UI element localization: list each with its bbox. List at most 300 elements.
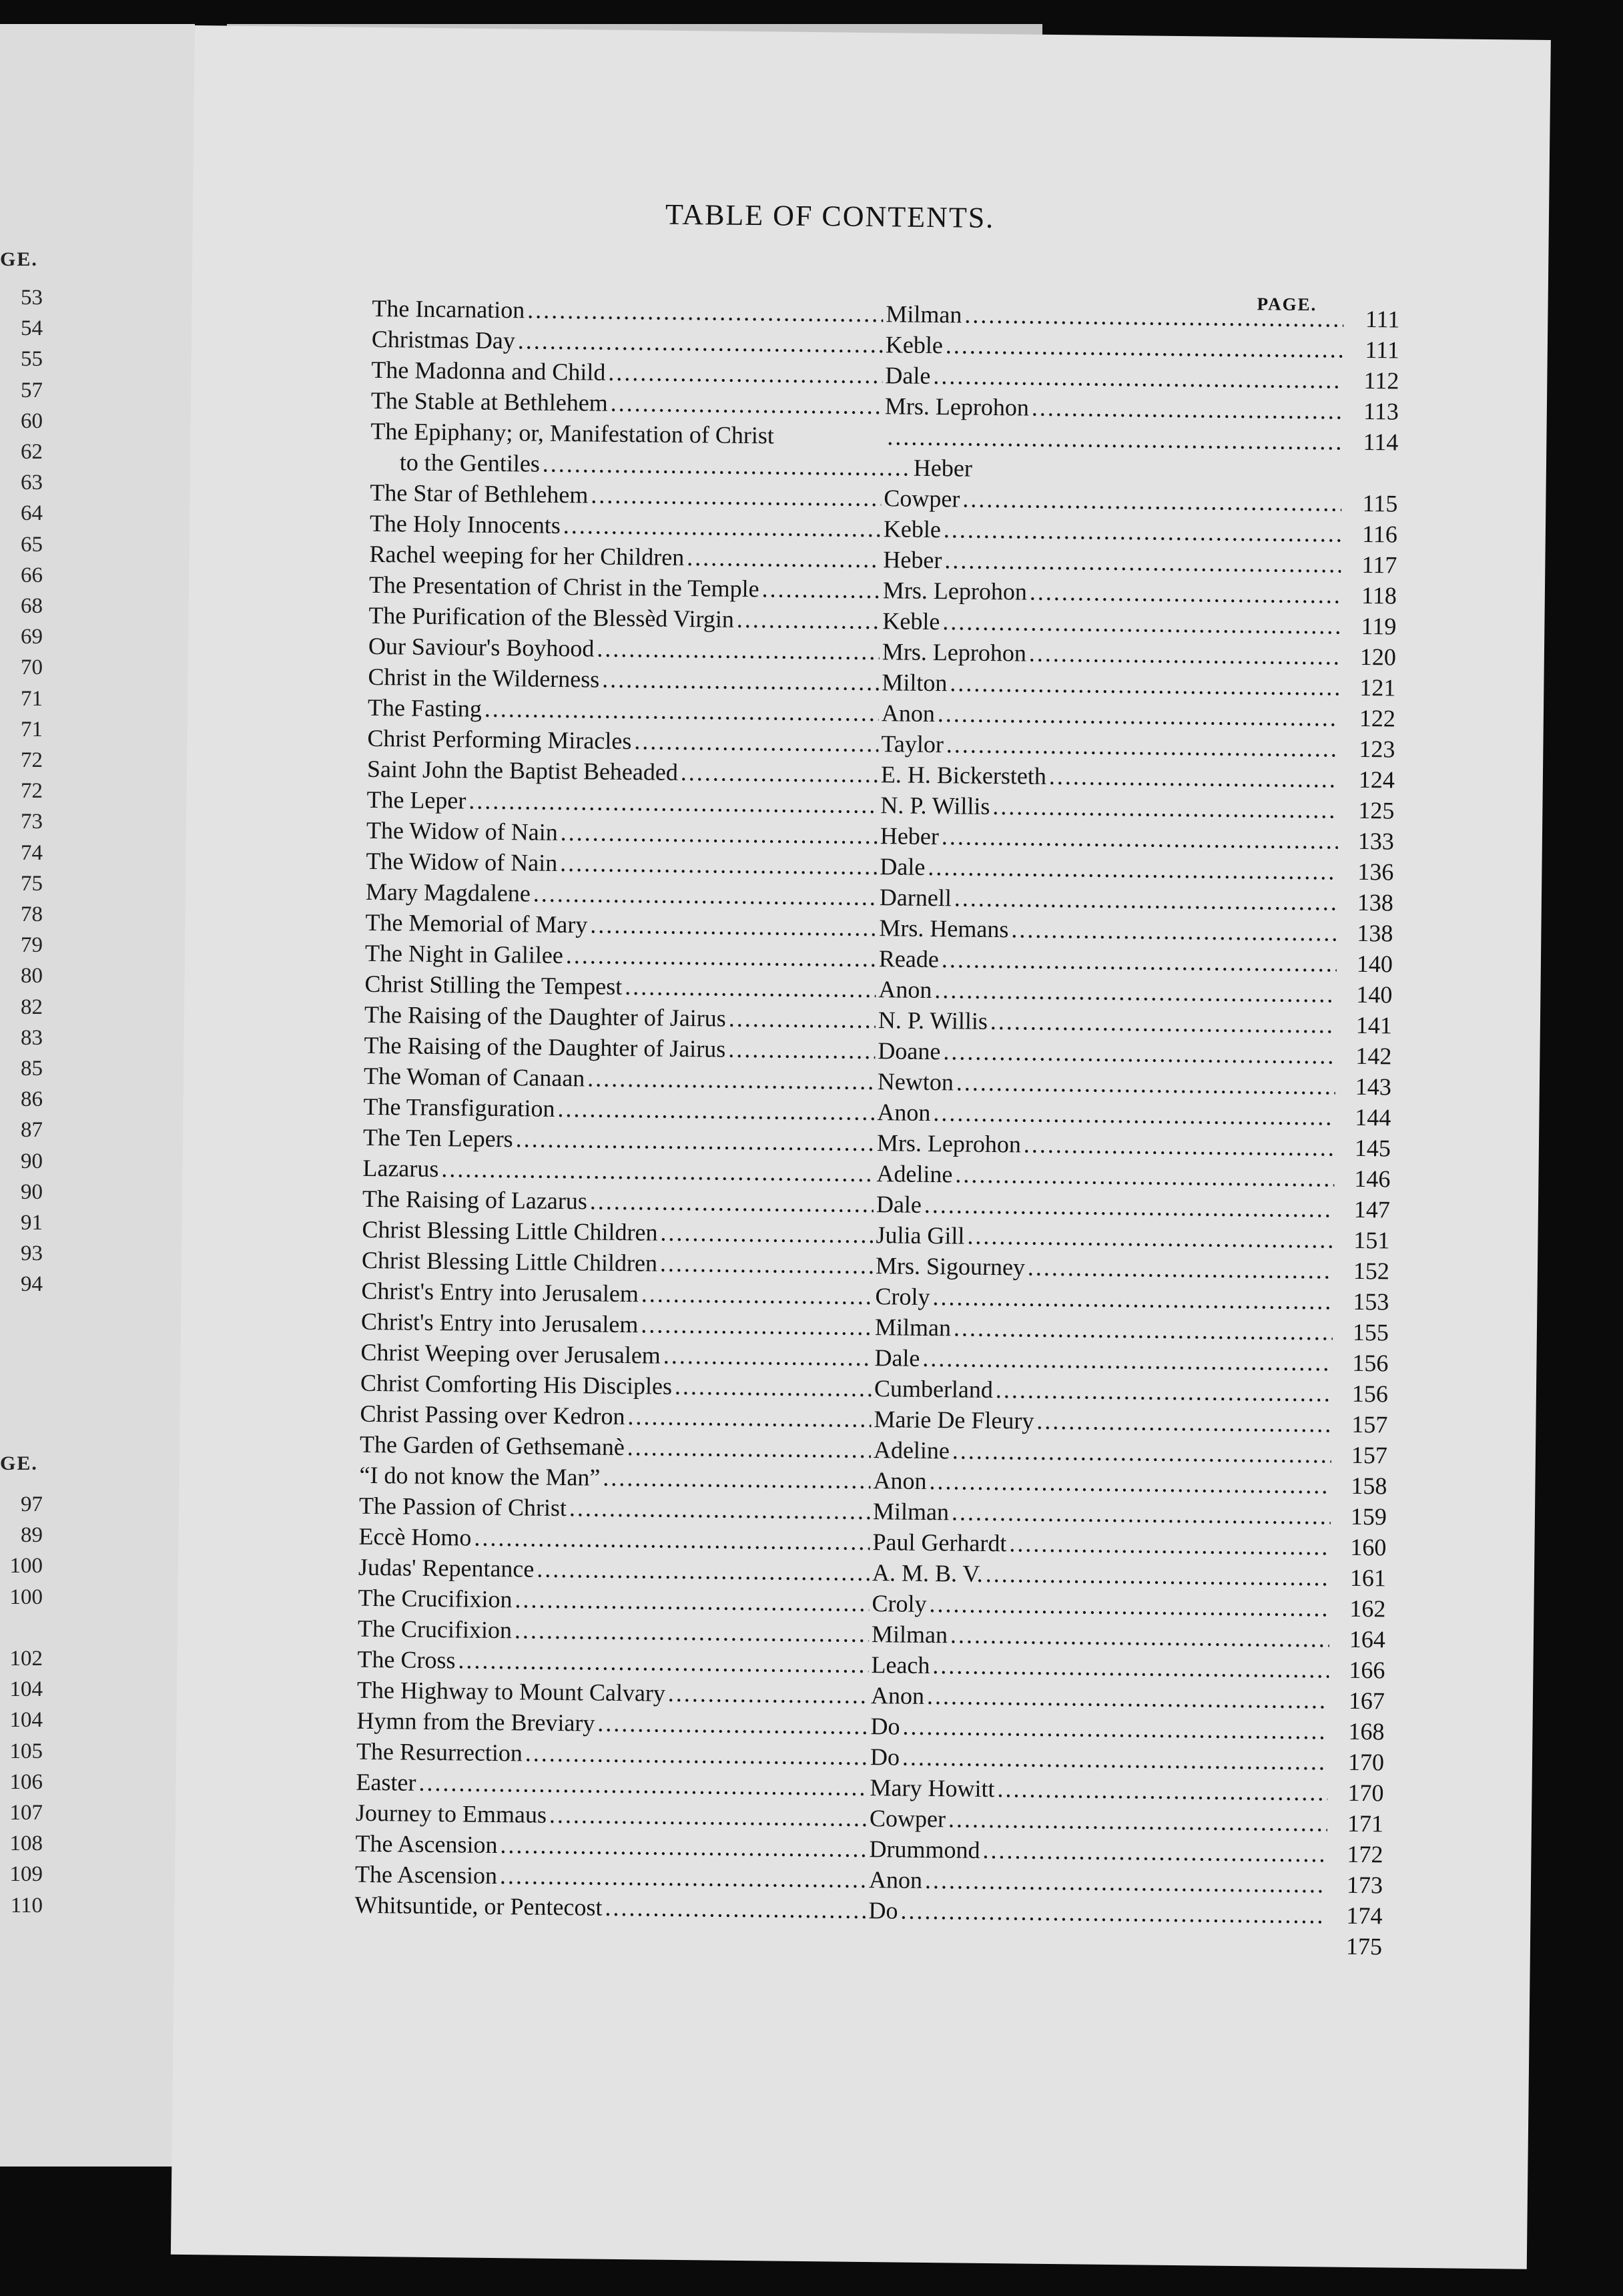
dot-leader — [944, 545, 1341, 579]
dot-leader — [952, 1496, 1331, 1531]
left-page-header-1: GE. — [0, 248, 38, 270]
left-page-number: 55 — [21, 347, 43, 372]
toc-entry-page: 144 — [1355, 1103, 1391, 1131]
toc-author-cell — [882, 636, 1343, 671]
toc-title-cell — [371, 385, 885, 421]
dot-leader — [543, 449, 912, 483]
toc-entry-title: “I do not know the Man” — [359, 1461, 601, 1491]
toc-author-cell — [882, 697, 1342, 733]
toc-entry-title: Hymn from the Breviary — [356, 1707, 595, 1737]
toc-entry-title: The Garden of Gethsemanè — [359, 1430, 625, 1461]
left-page-number: 104 — [9, 1677, 43, 1702]
toc-entry-page: 170 — [1347, 1779, 1384, 1807]
dot-leader — [938, 698, 1339, 734]
toc-title-cell — [360, 1368, 874, 1404]
toc-entry-page: 119 — [1361, 612, 1397, 640]
toc-entry-author: Dale — [874, 1344, 920, 1372]
toc-author-cell — [870, 1803, 1330, 1838]
left-page-number: 83 — [21, 1025, 43, 1050]
toc-author-cell — [874, 1434, 1334, 1470]
toc-title-cell — [368, 600, 882, 636]
toc-entry-page: 124 — [1358, 766, 1395, 794]
toc-entry-author: Keble — [883, 515, 942, 543]
toc-title-cell — [358, 1552, 872, 1588]
toc-entry-page: 138 — [1357, 919, 1393, 947]
toc-entry-author: Keble — [885, 331, 944, 359]
dot-leader — [537, 1554, 870, 1588]
page-column-label: PAGE. — [1257, 294, 1317, 315]
dot-leader — [943, 1036, 1335, 1071]
toc-entry-author: Croly — [875, 1283, 930, 1311]
toc-author-cell — [885, 390, 1345, 426]
dot-leader — [563, 510, 882, 544]
toc-author-cell — [880, 820, 1341, 856]
toc-entry-title: The Fasting — [367, 693, 482, 722]
dot-leader — [967, 1221, 1333, 1255]
toc-entry-page: 125 — [1358, 796, 1395, 824]
toc-author-cell — [875, 1312, 1335, 1347]
toc-author-cell — [877, 1127, 1337, 1163]
left-page-number: 72 — [21, 748, 43, 772]
toc-entry-author: Milton — [882, 669, 948, 697]
toc-title-cell — [356, 1705, 870, 1741]
dot-leader — [549, 1799, 868, 1833]
left-page-number: 100 — [9, 1554, 43, 1579]
toc-title-cell — [372, 324, 886, 360]
dot-leader — [668, 1678, 869, 1711]
dot-leader — [925, 1865, 1327, 1900]
toc-title-cell — [364, 1030, 878, 1066]
toc-author-cell — [881, 728, 1341, 764]
toc-entry-page: 174 — [1346, 1902, 1383, 1930]
dot-leader — [500, 1829, 866, 1864]
toc-entry-author: Mary Howitt — [870, 1774, 995, 1803]
toc-entry-page: 138 — [1357, 888, 1394, 916]
dot-leader — [681, 757, 879, 790]
dot-leader — [663, 1340, 872, 1373]
dot-leader — [608, 357, 883, 390]
toc-title-cell — [362, 1245, 876, 1281]
dot-leader — [990, 1006, 1337, 1041]
toc-title-cell — [354, 1890, 868, 1926]
toc-entry-page: 113 — [1363, 397, 1399, 425]
dot-leader — [982, 1835, 1327, 1870]
toc-entry-title: Christ Comforting His Disciples — [360, 1369, 673, 1400]
toc-entry-title: Christ's Entry into Jerusalem — [360, 1308, 639, 1338]
dot-leader — [964, 300, 1343, 334]
toc-author-cell — [872, 1526, 1333, 1562]
dot-leader — [1030, 577, 1341, 611]
dot-leader — [942, 944, 1337, 978]
toc-entry-title: The Cross — [357, 1645, 456, 1674]
toc-entry-title: Christ Stilling the Tempest — [364, 970, 623, 1000]
toc-entry-author: Adeline — [876, 1160, 953, 1188]
toc-entry-title: Christ Blessing Little Children — [361, 1246, 658, 1277]
dot-leader — [946, 330, 1343, 364]
dot-leader — [627, 1432, 872, 1465]
dot-leader — [992, 791, 1339, 826]
dot-leader — [1028, 1252, 1333, 1286]
toc-title-cell — [366, 784, 880, 820]
dot-leader — [902, 1711, 1328, 1747]
left-page-number: 71 — [21, 686, 43, 711]
toc-title-cell — [355, 1828, 869, 1864]
left-page-number: 110 — [10, 1893, 43, 1918]
toc-entry-page: 121 — [1359, 673, 1396, 701]
left-page-number: 53 — [21, 286, 43, 310]
toc-entry-author: Anon — [878, 976, 932, 1004]
toc-author-cell — [874, 1404, 1334, 1439]
left-page-number: 63 — [21, 471, 43, 495]
toc-entry-title: The Leper — [366, 786, 466, 814]
toc-author-cell — [869, 1833, 1329, 1869]
toc-entry-page: 157 — [1351, 1441, 1388, 1469]
dot-leader — [924, 1189, 1334, 1225]
toc-title-cell — [370, 416, 884, 452]
toc-title-cell — [358, 1613, 872, 1649]
toc-entry-title: Christmas Day — [371, 325, 516, 354]
dot-leader — [515, 1584, 870, 1619]
left-page-number: 109 — [9, 1862, 43, 1887]
left-page-number: 62 — [21, 440, 43, 464]
toc-author-cell — [879, 912, 1339, 948]
left-page-number: 64 — [21, 501, 43, 526]
left-page-number: 90 — [21, 1179, 43, 1204]
left-page-number: 104 — [9, 1708, 43, 1733]
toc-entry-title: Christ Blessing Little Children — [362, 1215, 658, 1246]
dot-leader — [533, 878, 878, 913]
toc-entry-author: Mrs. Leprohon — [876, 1129, 1022, 1158]
toc-entry-title: The Passion of Christ — [358, 1492, 567, 1522]
toc-entry-author: Do — [870, 1743, 900, 1771]
toc-author-cell — [871, 1649, 1331, 1685]
dot-leader — [887, 421, 1342, 457]
dot-leader — [569, 1492, 870, 1526]
toc-entry-page: 116 — [1361, 520, 1398, 548]
dot-leader — [634, 726, 879, 759]
dot-leader — [962, 483, 1341, 518]
toc-entry-title: The Stable at Bethlehem — [370, 386, 609, 416]
left-page-number: 106 — [9, 1769, 43, 1794]
toc-title-cell — [364, 999, 878, 1035]
left-page-number: 78 — [21, 902, 43, 926]
toc-title-cell — [356, 1797, 870, 1833]
toc-entry-author: Paul Gerhardt — [872, 1528, 1007, 1557]
toc-author-cell — [878, 1035, 1338, 1071]
toc-entry-page: 153 — [1353, 1287, 1389, 1316]
toc-entry-author: Anon — [873, 1467, 927, 1494]
toc-entry-title: The Epiphany; or, Manifestation of Christ — [370, 417, 775, 449]
left-page-number: 105 — [9, 1739, 43, 1763]
toc-entry-page: 115 — [1362, 489, 1398, 517]
toc-title-cell — [369, 569, 883, 605]
dot-leader — [611, 388, 883, 421]
toc-entry-title: The Star of Bethlehem — [370, 479, 589, 509]
toc-title-cell — [360, 1429, 874, 1465]
toc-title-cell — [363, 1091, 877, 1127]
toc-title-cell — [361, 1275, 875, 1312]
toc-entry-page: 159 — [1350, 1502, 1387, 1530]
toc-title-cell — [356, 1767, 870, 1803]
toc-entry-page: 164 — [1349, 1625, 1386, 1653]
toc-author-cell — [880, 790, 1341, 825]
toc-entry-author: Mrs. Sigourney — [875, 1252, 1026, 1281]
dot-leader — [929, 1466, 1331, 1501]
toc-author-cell — [878, 1005, 1339, 1040]
toc-title-cell — [357, 1644, 871, 1680]
toc-author-cell — [873, 1496, 1333, 1531]
toc-entry-author: Do — [870, 1713, 900, 1740]
dot-leader — [625, 971, 876, 1005]
toc-entry-page: 123 — [1359, 735, 1395, 763]
toc-author-cell — [886, 329, 1346, 364]
left-page-number: 100 — [9, 1585, 43, 1609]
toc-entry-page: 158 — [1351, 1472, 1387, 1500]
left-page-number: 70 — [21, 655, 43, 680]
toc-author-cell — [877, 1097, 1337, 1132]
dot-leader — [942, 606, 1340, 641]
dot-leader — [603, 1462, 871, 1496]
toc-author-cell — [884, 421, 1345, 457]
toc-entry-author: Dale — [880, 853, 926, 880]
toc-entry-title: The Holy Innocents — [369, 509, 561, 539]
toc-title-cell — [365, 938, 879, 974]
dot-leader — [1032, 392, 1343, 426]
left-page-number: 93 — [21, 1241, 43, 1266]
toc-entry-page: 141 — [1355, 1011, 1393, 1039]
toc-entry-title: The Raising of the Daughter of Jairus — [364, 1000, 727, 1032]
left-page-number: 69 — [21, 625, 43, 649]
toc-entry-author: Heber — [880, 822, 940, 850]
dot-leader — [728, 1034, 876, 1066]
left-page-number: 68 — [21, 594, 43, 618]
toc-entry-title: The Widow of Nain — [366, 847, 558, 876]
toc-entry-author: Anon — [870, 1682, 925, 1709]
toc-entry-author: Mrs. Hemans — [879, 914, 1009, 943]
toc-title-cell — [357, 1675, 871, 1711]
left-page-number: 87 — [21, 1118, 43, 1143]
toc-entry-title: Easter — [356, 1768, 416, 1796]
left-page-number: 74 — [21, 840, 43, 865]
dot-leader — [932, 1281, 1333, 1316]
dot-leader — [484, 693, 879, 728]
dot-leader — [761, 573, 880, 605]
toc-title-cell — [366, 846, 880, 882]
left-page-number: 71 — [21, 717, 43, 742]
left-page-number: 65 — [21, 532, 43, 557]
toc-entry-page: 143 — [1355, 1073, 1392, 1101]
dot-leader — [566, 940, 877, 974]
toc-entry-author: Milman — [886, 300, 962, 328]
page-title: TABLE OF CONTENTS. — [665, 198, 995, 234]
toc-entry-author: Croly — [872, 1590, 927, 1618]
toc-author-cell — [872, 1619, 1332, 1654]
toc-author-cell — [879, 943, 1339, 978]
toc-entry-title: The Transfiguration — [363, 1093, 555, 1122]
toc-entry-page: 147 — [1353, 1195, 1391, 1223]
toc-entry-page: 122 — [1359, 704, 1396, 732]
toc-entry-title: Eccè Homo — [358, 1522, 472, 1551]
toc-title-cell — [370, 508, 884, 544]
toc-title-cell — [361, 1306, 875, 1342]
dot-leader — [641, 1278, 873, 1312]
toc-author-cell — [872, 1557, 1333, 1593]
toc-title-cell — [366, 815, 880, 851]
toc-title-cell — [360, 1398, 874, 1434]
dot-leader — [458, 1645, 868, 1680]
left-page-number: 102 — [9, 1647, 43, 1671]
toc-entry-author: Doane — [878, 1037, 941, 1065]
toc-entry-page: 160 — [1350, 1533, 1387, 1561]
toc-entry-page: 118 — [1361, 581, 1397, 609]
toc-entry-page: 112 — [1363, 366, 1399, 394]
toc-entry-title: The Purification of the Blessèd Virgin — [368, 601, 735, 633]
toc-entry-page: 133 — [1357, 827, 1395, 855]
toc-entry-title: The Raising of the Daughter of Jairus — [364, 1031, 726, 1063]
left-page-number: 82 — [21, 994, 43, 1019]
toc-entry-title: The Night in Galilee — [364, 939, 564, 969]
toc-title-cell — [365, 907, 879, 943]
toc-title-cell — [367, 723, 881, 759]
toc-entry-author: Dale — [885, 362, 931, 389]
dot-leader — [660, 1217, 873, 1250]
toc-author-cell — [880, 882, 1340, 917]
toc-author-cell — [870, 1772, 1330, 1807]
toc-entry-page: 156 — [1352, 1349, 1389, 1377]
toc-author-cell — [882, 667, 1342, 702]
dot-leader — [1029, 638, 1341, 672]
toc-author-cell — [882, 605, 1343, 641]
dot-leader — [591, 479, 882, 513]
toc-entry-title: The Crucifixion — [358, 1584, 513, 1613]
toc-entry-author: Milman — [871, 1621, 948, 1649]
left-page-number: 80 — [21, 964, 43, 988]
dot-leader — [928, 852, 1337, 887]
toc-title-cell — [362, 1183, 876, 1219]
toc-entry-author: Milman — [872, 1498, 950, 1526]
dot-leader — [675, 1371, 872, 1404]
toc-title-cell — [358, 1521, 872, 1557]
toc-entry-author: N. P. Willis — [880, 792, 990, 820]
toc-author-cell — [876, 1250, 1336, 1285]
toc-entry-author: Leach — [871, 1651, 930, 1679]
dot-leader — [561, 817, 878, 851]
left-page-number: 54 — [21, 316, 43, 341]
toc-entry-title: The Ten Lepers — [362, 1123, 513, 1153]
toc-entry-author: Darnell — [879, 884, 952, 912]
dot-leader — [515, 1615, 870, 1649]
dot-leader — [956, 1067, 1335, 1101]
left-page-fragment — [0, 24, 195, 2167]
dot-leader — [902, 1742, 1328, 1777]
toc-entry-title: The Memorial of Mary — [365, 908, 588, 938]
toc-entry-title: Journey to Emmaus — [355, 1799, 547, 1828]
toc-entry-author: Dale — [876, 1191, 922, 1218]
toc-author-cell — [883, 575, 1343, 610]
toc-entry-page: 166 — [1349, 1656, 1385, 1684]
left-page-number: 94 — [21, 1272, 43, 1297]
toc-entry-author: Cowper — [884, 485, 960, 513]
toc-title-cell — [359, 1460, 873, 1496]
toc-entry-author: Marie De Fleury — [874, 1406, 1034, 1434]
dot-leader — [932, 1650, 1329, 1685]
toc-list — [354, 293, 1400, 1962]
toc-page — [171, 25, 1551, 2269]
toc-entry-author: Mrs. Leprohon — [882, 638, 1027, 667]
dot-leader — [900, 1896, 1326, 1931]
toc-author-cell — [878, 974, 1339, 1009]
toc-entry-title: The Raising of Lazarus — [362, 1185, 588, 1215]
dot-leader — [597, 633, 880, 667]
toc-author-cell — [884, 483, 1344, 518]
left-page-number: 108 — [9, 1831, 43, 1856]
dot-leader — [948, 1803, 1327, 1838]
toc-entry-page: 161 — [1349, 1564, 1387, 1592]
toc-entry-page: 172 — [1347, 1840, 1383, 1868]
dot-leader — [934, 974, 1336, 1010]
toc-entry-page: 140 — [1356, 980, 1393, 1009]
toc-title-cell — [366, 876, 880, 912]
toc-author-cell — [914, 453, 1345, 488]
toc-entry-page: 155 — [1352, 1318, 1389, 1346]
dot-leader — [590, 1186, 874, 1220]
toc-title-cell — [358, 1583, 872, 1619]
toc-entry-author: Anon — [868, 1866, 923, 1894]
toc-entry-title: Saint John the Baptist Beheaded — [366, 755, 679, 786]
toc-entry-title: Rachel weeping for her Children — [369, 540, 685, 571]
dot-leader — [929, 1589, 1329, 1623]
toc-entry-author: Reade — [878, 945, 940, 973]
left-page-number: 85 — [21, 1057, 43, 1081]
dot-leader — [515, 1123, 874, 1158]
toc-entry-title: Christ Performing Miracles — [367, 724, 632, 755]
dot-leader — [587, 1063, 875, 1097]
toc-entry-page: 120 — [1359, 643, 1397, 671]
toc-entry-author: Keble — [882, 607, 940, 635]
toc-title-cell — [360, 1337, 874, 1373]
dot-leader — [687, 542, 881, 575]
toc-entry-page: 162 — [1349, 1595, 1386, 1623]
toc-entry-page: 114 — [1363, 428, 1399, 456]
toc-author-cell — [883, 544, 1343, 579]
left-page-number: 91 — [21, 1211, 43, 1235]
toc-entry-author: Cumberland — [874, 1375, 994, 1404]
toc-entry-title: to the Gentiles — [399, 449, 541, 477]
dot-leader — [560, 848, 878, 882]
left-page-number: 97 — [21, 1492, 43, 1516]
toc-title-cell — [370, 477, 884, 513]
dot-leader — [985, 1558, 1330, 1593]
toc-entry-title: The Presentation of Christ in the Temple — [368, 571, 759, 603]
dot-leader — [1011, 914, 1337, 948]
toc-entry-page: 145 — [1354, 1134, 1391, 1162]
toc-title-cell — [371, 354, 885, 390]
toc-entry-author: Taylor — [881, 730, 944, 758]
toc-author-cell — [884, 513, 1344, 549]
dot-leader — [933, 360, 1343, 396]
dot-leader — [729, 1003, 876, 1035]
dot-leader — [441, 1153, 874, 1189]
left-page-number: 66 — [21, 563, 43, 587]
dot-leader — [952, 1435, 1331, 1470]
toc-title-cell — [362, 1214, 876, 1250]
toc-entry-author: Newton — [877, 1068, 954, 1096]
toc-author-cell — [878, 1066, 1338, 1101]
toc-entry-page: 156 — [1351, 1380, 1389, 1408]
toc-author-cell — [881, 759, 1341, 794]
toc-entry-title: The Highway to Mount Calvary — [356, 1676, 666, 1707]
toc-author-cell — [870, 1741, 1331, 1777]
